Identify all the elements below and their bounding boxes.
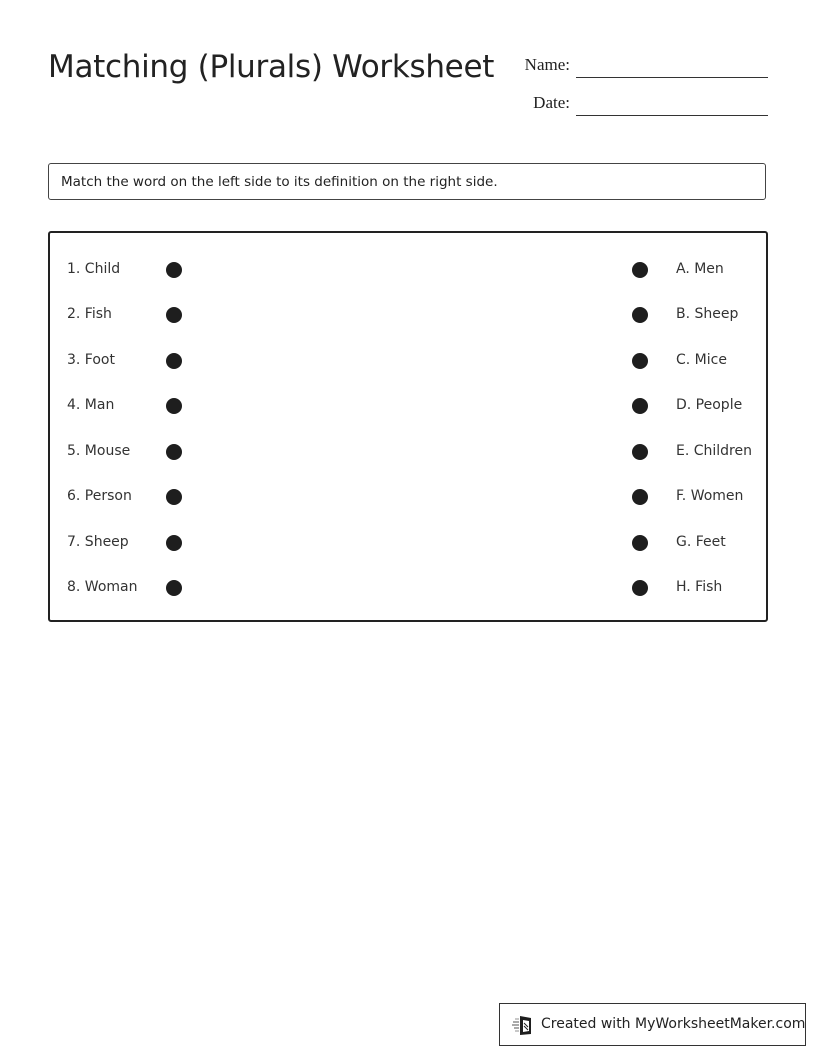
right-item <box>630 486 760 508</box>
match-dot-icon[interactable] <box>632 307 648 323</box>
left-item-label: 2. Fish <box>67 306 112 322</box>
right-item-label: H. Fish <box>676 579 723 595</box>
match-dot-icon[interactable] <box>632 489 648 505</box>
match-dot-icon[interactable] <box>632 353 648 369</box>
left-item-label: 5. Mouse <box>67 443 131 459</box>
instructions-text: Match the word on the left side to its definition on the right side. <box>61 174 498 190</box>
left-item-label: 3. Foot <box>67 352 115 368</box>
worksheet-maker-logo-icon <box>512 1014 534 1036</box>
left-item <box>66 532 196 554</box>
right-item <box>630 441 760 463</box>
match-dot-icon[interactable] <box>166 398 182 414</box>
right-item <box>630 304 760 326</box>
page-title: Matching (Plurals) Worksheet <box>48 49 495 85</box>
left-item <box>66 304 196 326</box>
matching-area <box>48 231 768 622</box>
date-field <box>500 86 768 116</box>
left-item-label: 4. Man <box>67 397 115 413</box>
name-input-line[interactable] <box>576 77 768 78</box>
left-item-label: 7. Sheep <box>67 534 129 550</box>
left-item-label: 6. Person <box>67 488 132 504</box>
match-dot-icon[interactable] <box>166 444 182 460</box>
match-dot-icon[interactable] <box>166 580 182 596</box>
right-item-label: G. Feet <box>676 534 726 550</box>
match-dot-icon[interactable] <box>166 353 182 369</box>
date-input-line[interactable] <box>576 115 768 116</box>
right-item <box>630 577 760 599</box>
match-dot-icon[interactable] <box>632 262 648 278</box>
left-item <box>66 441 196 463</box>
right-item-label: F. Women <box>676 488 744 504</box>
match-dot-icon[interactable] <box>632 580 648 596</box>
instructions-box <box>48 163 766 200</box>
name-label: Name: <box>524 55 570 74</box>
match-dot-icon[interactable] <box>166 307 182 323</box>
left-item <box>66 395 196 417</box>
right-item-label: A. Men <box>676 261 724 277</box>
match-dot-icon[interactable] <box>166 262 182 278</box>
match-dot-icon[interactable] <box>632 444 648 460</box>
date-label: Date: <box>533 93 570 112</box>
match-dot-icon[interactable] <box>166 535 182 551</box>
left-item <box>66 350 196 372</box>
right-item <box>630 532 760 554</box>
left-item <box>66 486 196 508</box>
right-item-label: E. Children <box>676 443 752 459</box>
left-item <box>66 577 196 599</box>
left-item-label: 1. Child <box>67 261 121 277</box>
right-item-label: C. Mice <box>676 352 727 368</box>
right-item <box>630 395 760 417</box>
match-dot-icon[interactable] <box>632 535 648 551</box>
right-item <box>630 350 760 372</box>
left-item-label: 8. Woman <box>67 579 138 595</box>
match-dot-icon[interactable] <box>632 398 648 414</box>
match-dot-icon[interactable] <box>166 489 182 505</box>
left-item <box>66 259 196 281</box>
right-item-label: B. Sheep <box>676 306 739 322</box>
footer-badge[interactable] <box>499 1003 806 1046</box>
right-item-label: D. People <box>676 397 743 413</box>
right-item <box>630 259 760 281</box>
name-field <box>500 48 768 78</box>
footer-text: Created with MyWorksheetMaker.com <box>541 1016 806 1032</box>
